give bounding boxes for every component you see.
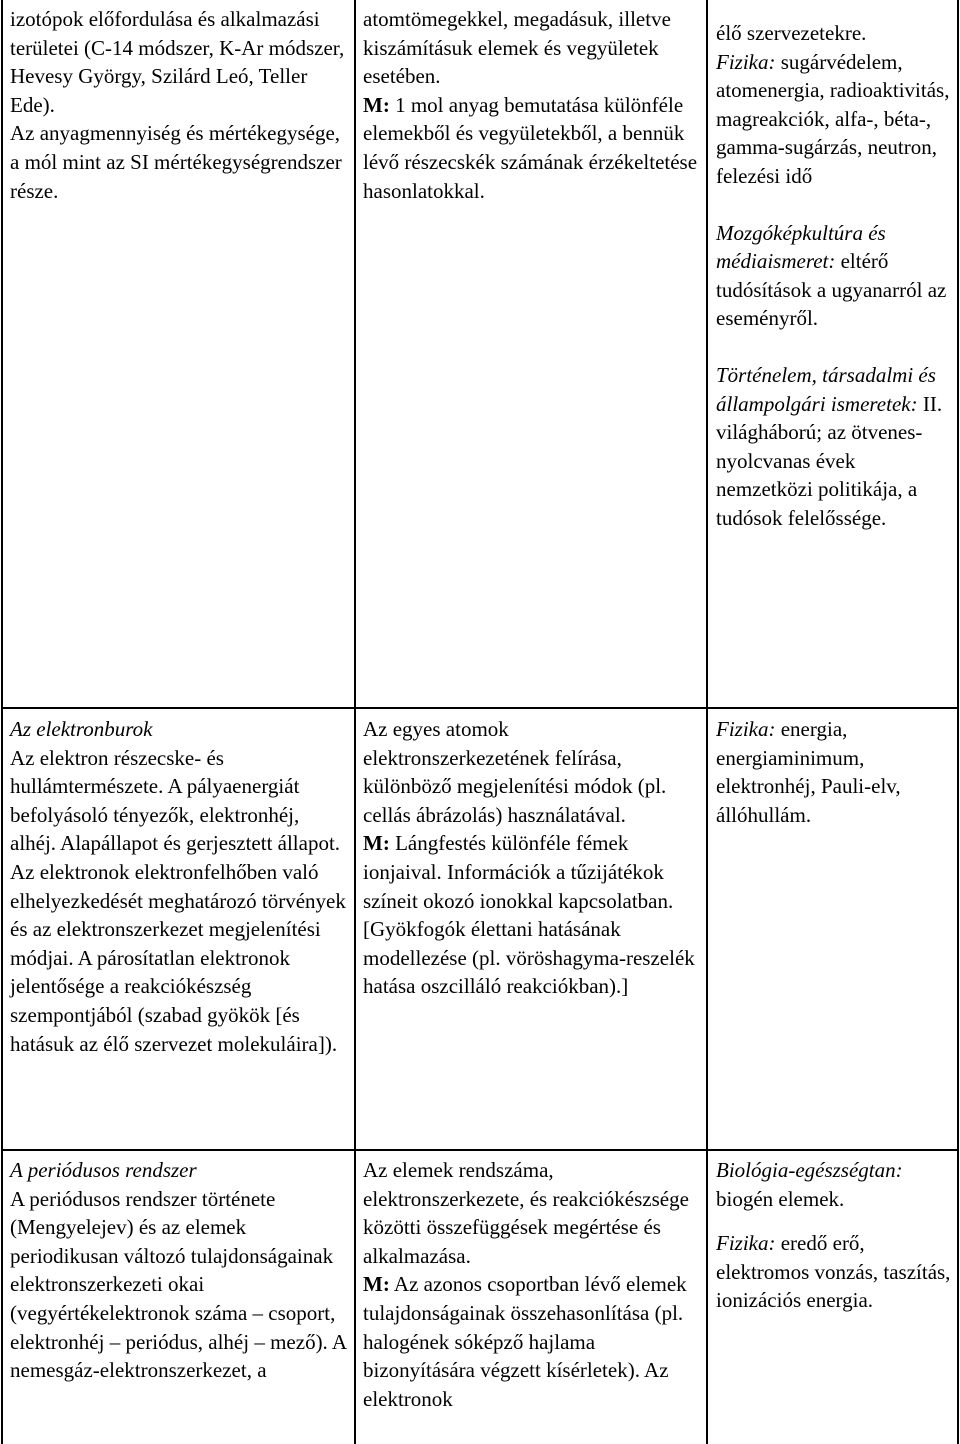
- row1-links-top: élő szervezetekre.: [716, 21, 867, 45]
- row1-links-tortenelem: [716, 361, 952, 533]
- row1-activity-intro: atomtömegekkel, megadásuk, illetve kiszámításuk elemek és vegyületek esetében.: [363, 7, 671, 89]
- row2-content-text: Az elektron részecske- és hullámtermészete. A pályaenergiát befolyásoló tényezők, elektronhéj, alhéj. Alapállapot és gerjesztett állapot. Az elektronok elektronfelhőben való elhelyezkedését meghatározó törvények és az elektronszerkezet megjelenítési módjai. A párosítatlan elektronok jelentősége a reakciókészség szempontjából (szabad gyökök [és hatásuk az élő szervezet molekuláira]).: [10, 745, 346, 1056]
- row1-links-fizika: [716, 48, 952, 191]
- row2-section-title: Az elektronburok: [10, 717, 153, 741]
- row2-m-label: M:: [363, 831, 390, 856]
- row2-activity-cell: [363, 715, 698, 1001]
- row1-content-cell: [10, 5, 346, 205]
- row-divider-1: [1, 707, 958, 709]
- row2-links-cell: [716, 715, 952, 829]
- column-divider-2: [706, 0, 708, 1444]
- row1-activity-m: [363, 91, 698, 205]
- row3-activity-cell: [363, 1156, 698, 1413]
- row3-bio-text: biogén elemek.: [716, 1186, 845, 1211]
- row3-links-fizika: [716, 1229, 952, 1315]
- table-border-right: [957, 0, 959, 1444]
- row1-content-text-2: Az anyagmennyiség és mértékegysége, a mól mint az SI mértékegységrendszer része.: [10, 121, 342, 203]
- row2-fizika-label: Fizika:: [716, 717, 776, 741]
- row1-links-cell: [716, 19, 952, 533]
- row3-fizika-text: eredő erő, elektromos vonzás, taszítás, ionizációs energia.: [716, 1231, 951, 1313]
- row1-fizika-text: sugárvédelem, atomenergia, radioaktivitás, magreakciók, alfa-, béta-, gamma-sugárzás, neutron, felezési idő: [716, 49, 950, 188]
- row3-m-text: Az azonos csoportban lévő elemek tulajdonságainak összehasonlítása (pl. halogének sóképző hajlama bizonyítására végzett kísérletek). Az elektronok: [363, 1272, 687, 1411]
- row2-activity-m: [363, 829, 698, 1001]
- row2-activity-intro: Az egyes atomok elektronszerkezetének felírása, különböző megjelenítési módok (pl. cellás ábrázolás) használatával.: [363, 717, 667, 827]
- column-divider-1: [354, 0, 356, 1444]
- row1-links-mozgo: [716, 219, 952, 333]
- row1-content-text-1: izotópok előfordulása és alkalmazási területei (C-14 módszer, K-Ar módszer, Hevesy György, Szilárd Leó, Teller Ede).: [10, 7, 345, 117]
- row2-m-text: Lángfestés különféle fémek ionjaival. Információk a tűzijátékok színeit okozó ionokkal kapcsolatban. [Gyökfogók élettani hatásának modellezése (pl. vöröshagyma-reszelék hatása oszcilláló reakciókban).]: [363, 831, 695, 999]
- row3-content-text: A periódusos rendszer története (Mengyelejev) és az elemek periodikusan változó tulajdonságainak elektronszerkezeti okai (vegyértékelektronok száma – csoport, elektronhéj – periódus, alhéj – mező). A nemesgáz-elektronszerkezet, a: [10, 1186, 346, 1383]
- row1-mozgo-text: eltérő tudósítások a ugyanarról az eseményről.: [716, 249, 947, 331]
- row1-m-text: 1 mol anyag bemutatása különféle elemekből és vegyületekből, a bennük lévő részecskék számának érzékeltetése hasonlatokkal.: [363, 92, 698, 203]
- row2-links-fizika: [716, 715, 952, 829]
- row3-activity-intro: Az elemek rendszáma, elektronszerkezete, és reakciókészsége közötti összefüggések megértése és alkalmazása.: [363, 1158, 689, 1268]
- row3-fizika-label: Fizika:: [716, 1231, 776, 1256]
- row1-m-label: M:: [363, 92, 390, 117]
- row3-bio-label: Biológia-egészségtan:: [716, 1158, 903, 1182]
- row-divider-2: [1, 1149, 958, 1151]
- row3-m-label: M:: [363, 1272, 390, 1297]
- row3-section-title: A periódusos rendszer: [10, 1158, 197, 1182]
- row1-tortenelem-text: II. világháború; az ötvenes-nyolcvanas évek nemzetközi politikája, a tudósok felelőssége.: [716, 391, 943, 530]
- row1-tortenelem-label: Történelem, társadalmi és állampolgári ismeretek:: [716, 362, 936, 416]
- row1-fizika-label: Fizika:: [716, 49, 776, 74]
- row3-content-cell: [10, 1156, 348, 1385]
- row1-activity-cell: [363, 5, 698, 205]
- row2-content-cell: [10, 715, 348, 1058]
- row3-activity-m: [363, 1270, 698, 1413]
- row3-links-bio: [716, 1156, 952, 1213]
- row2-fizika-text: energia, energiaminimum, elektronhéj, Pauli-elv, állóhullám.: [716, 717, 901, 827]
- row3-links-cell: [716, 1156, 952, 1315]
- row1-mozgo-label: Mozgóképkultúra és médiaismeret:: [716, 220, 886, 274]
- table-border-left: [1, 0, 3, 1444]
